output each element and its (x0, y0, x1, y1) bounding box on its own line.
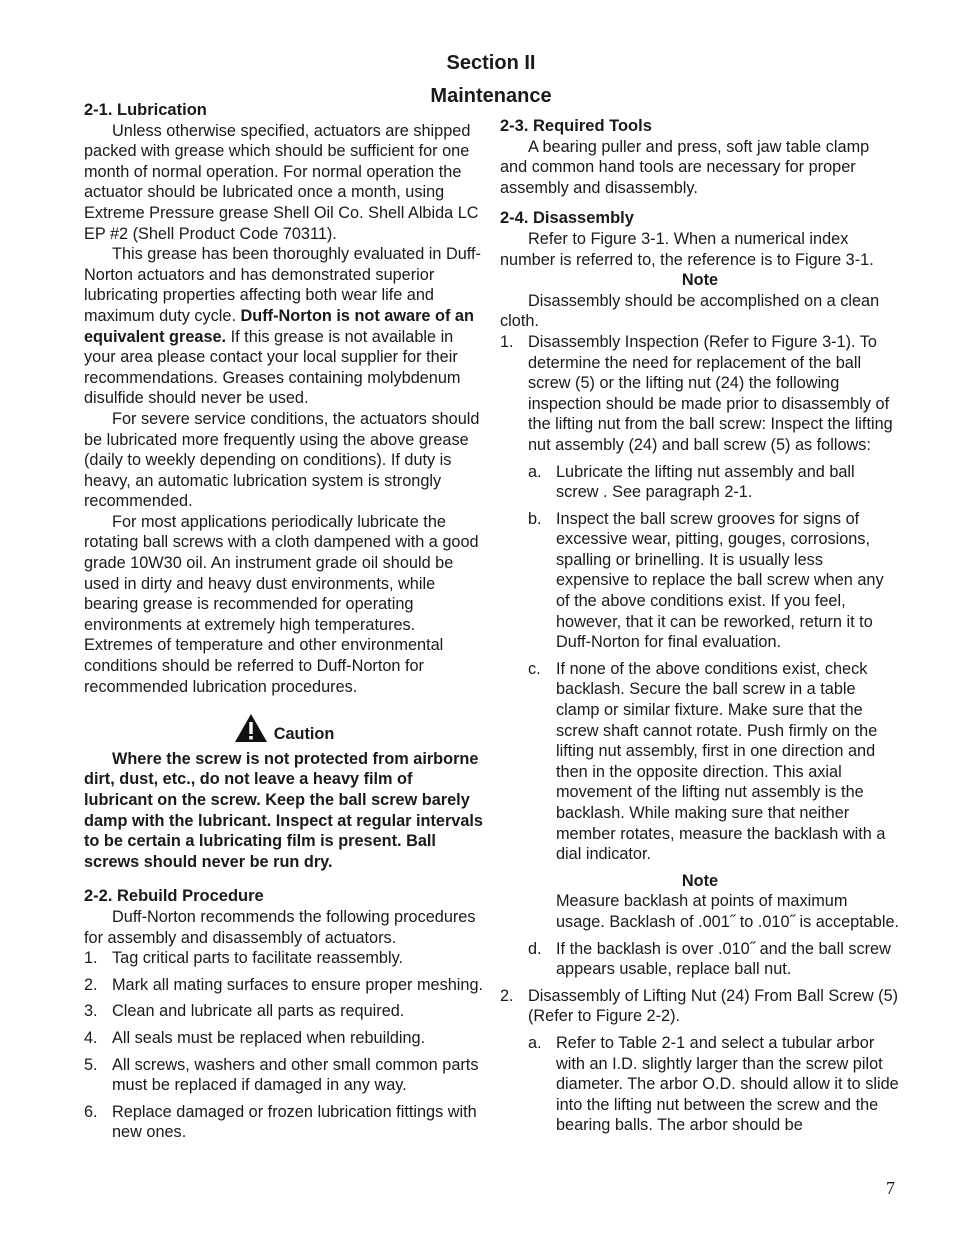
lubrication-paragraph-3: For severe service conditions, the actuators should be lubricated more frequently using the above grease (daily to weekly depending on conditions). If duty is heavy, an automatic lubrication system is strongly recommended. (84, 409, 480, 511)
p2-text-c: If this grease is not available in your area please contact your local supplier for their recommendations. Greases containing molybdenum disulfide should never be used. (84, 327, 461, 408)
lubrication-heading: 2-1. Lubrication (84, 101, 207, 119)
list-item: 1. Disassembly Inspection (Refer to Figure 3-1). To determine the need for replacement of the ball screw (5) or the lifting nut (24) the following inspection should be made prior to disassembly of the lifting nut from the ball screw: Inspect the lifting nut assembly (24) and ball screw (5) as follows: (500, 332, 893, 454)
page-number: 7 (886, 1178, 895, 1198)
disassembly-heading: 2-4. Disassembly (500, 209, 634, 228)
rebuild-heading: 2-2. Rebuild Procedure (84, 887, 264, 906)
p2-bold-text: Duff-Norton is not aware of an equivalent grease. (84, 306, 474, 346)
left-column (84, 100, 484, 1143)
disassembly-paragraph: Refer to Figure 3-1. When a numerical index number is referred to, the reference is to Figure 3-1. (500, 229, 874, 269)
lubrication-paragraph-1: Unless otherwise specified, actuators are shipped packed with grease which should be sufficient for one month of normal operation. For normal operation the actuator should be lubricated once a month, using Extreme Pressure grease Shell Oil Co. Shell Albida LC EP #2 (Shell Product Code 70311). (84, 121, 479, 243)
right-column (500, 116, 900, 1136)
list-item: 4. All seals must be replaced when rebuilding. (84, 1028, 426, 1047)
list-item: 2. Disassembly of Lifting Nut (24) From Ball Screw (5) (Refer to Figure 2-2). (500, 986, 899, 1026)
lubrication-paragraph-4: For most applications periodically lubricate the rotating ball screws with a cloth dampened with a good grade 10W30 oil. An instrument grade oil should be used in dirty and heavy dust environments, while bearing grease is recommended for operating environments at extremely high temperatures. Extremes of temperature and other environmental conditions should be referred to Duff-Norton for recommended lubrication procedures. (84, 512, 479, 696)
rebuild-intro: Duff-Norton recommends the following procedures for assembly and disassembly of actuators. (84, 907, 476, 947)
list-item: a. Lubricate the lifting nut assembly and ball screw . See paragraph 2-1. (528, 462, 855, 502)
note-text-2: Measure backlash at points of maximum usage. Backlash of .001˝ to .010˝ is acceptable. (556, 892, 900, 931)
note-text: Disassembly should be accomplished on a clean cloth. (500, 291, 880, 331)
p2-text-a: This grease has been thoroughly evaluated in Duff-Norton actuators and has demonstrated superior lubricating properties affecting both wear life and maximum duty cycle. (84, 245, 481, 325)
list-item: d. If the backlash is over .010˝ and the ball screw appears usable, replace ball nut. (528, 939, 891, 979)
list-item: 6. Replace damaged or frozen lubrication fittings with new ones. (84, 1102, 477, 1142)
tools-paragraph: A bearing puller and press, soft jaw table clamp and common hand tools are necessary for proper assembly and disassembly. (500, 137, 870, 197)
list-item: b. Inspect the ball screw grooves for signs of excessive wear, pitting, gouges, corrosions, spalling or brinelling. It is usually less expensive to replace the ball screw when any of the above conditions exist. If you feel, however, that it can be reworked, return it to Duff-Norton for final evaluation. (528, 509, 884, 652)
list-item: c. If none of the above conditions exist, check backlash. Secure the ball screw in a table clamp or similar fixture. Make sure that the screw shaft cannot rotate. Push firmly on the lifting nut assembly, first in one direction and then in the opposite direction. This axial movement of the lifting nut assembly is the backlash. While making sure that neither member rotates, measure the backlash with a dial indicator. (528, 659, 886, 864)
warning-triangle-icon (234, 713, 268, 749)
note-label: Note (681, 271, 719, 290)
page-title: Maintenance (430, 85, 552, 107)
rebuild-list (84, 948, 484, 1143)
list-item: 5. All screws, washers and other small common parts must be replaced if damaged in any way. (84, 1055, 479, 1095)
list-item: 1. Tag critical parts to facilitate reassembly. (84, 949, 404, 968)
section-title: Section II (446, 52, 536, 74)
caution-text: Where the screw is not protected from airborne dirt, dust, etc., do not leave a heavy film of lubricant on the screw. Keep the ball screw barely damp with the lubricant. Inspect at regular intervals to be certain a lubricating film is present. Ball screws should never be run dry. (84, 749, 483, 871)
tools-heading: 2-3. Required Tools (500, 117, 652, 135)
list-item: 2. Mark all mating surfaces to ensure proper meshing. (84, 975, 484, 994)
list-item: a. Refer to Table 2-1 and select a tubular arbor with an I.D. slightly larger than the screw pilot diameter. The arbor O.D. should allow it to slide into the lifting nut between the screw and the bearing balls. The arbor should be (528, 1033, 899, 1135)
note-label-2: Note (681, 871, 719, 890)
list-item: 3. Clean and lubricate all parts as required. (84, 1002, 405, 1021)
caution-label: Caution (273, 725, 335, 744)
caution-header (84, 713, 484, 749)
lubrication-paragraph-2 (84, 244, 484, 409)
